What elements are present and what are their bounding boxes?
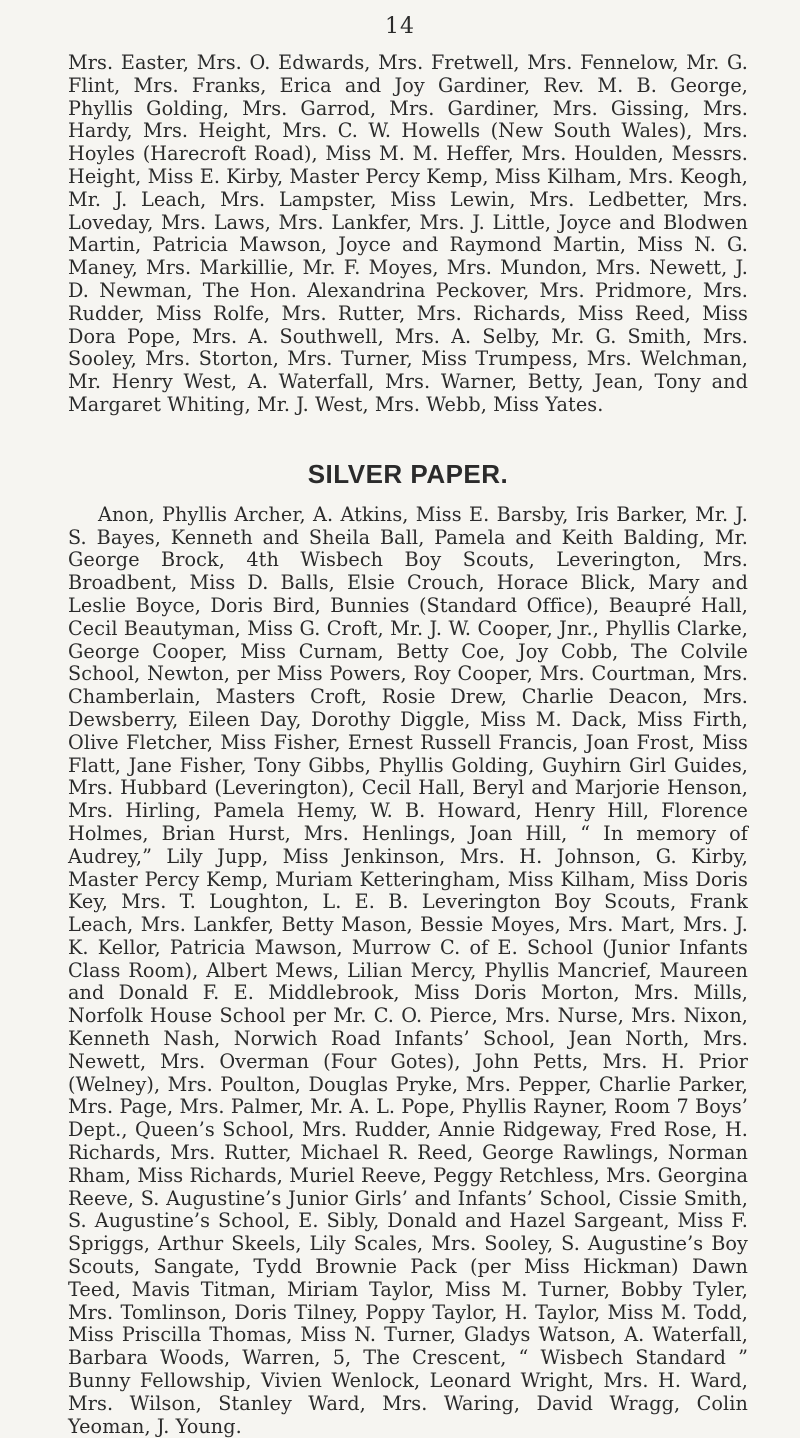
silver-paper-contributors-list: Anon, Phyllis Archer, A. Atkins, Miss E. Barsby, Iris Barker, Mr. J. S. Bayes, Kenneth and Sheila Ball, Pamela and Keith Balding, Mr. George Brock, 4th Wisbech Boy Scouts, Leverington, Mrs. Broadbent, Miss D. Balls, Elsie Crouch, Horace Blick, Mary and Leslie Boyce, Doris Bird, Bunnies (Standard Office), Beaupré Hall, Cecil Beautyman, Miss G. Croft, Mr. J. W. Cooper, Jnr., Phyllis Clarke, George Cooper, Miss Curnam, Betty Coe, Joy Cobb, The Colvile School, Newton, per Miss Powers, Roy Cooper, Mrs. Courtman, Mrs. Chamberlain, Masters Croft, Rosie Drew, Charlie Deacon, Mrs. Dewsberry, Eileen Day, Dorothy Diggle, Miss M. Dack, Miss Firth, Olive Fletcher, Miss Fisher, Ernest Russell Francis, Joan Frost, Miss Flatt, Jane Fisher, Tony Gibbs, Phyllis Golding, Guyhirn Girl Guides, Mrs. Hubbard (Leverington), Cecil Hall, Beryl and Marjorie Henson, Mrs. Hirling, Pamela Hemy, W. B. Howard, Henry Hill, Florence Holmes, Brian Hurst, Mrs. Henlings, Joan Hill, “ In memory of Audrey,” Lily Jupp, Miss Jenkinson, Mrs. H. Johnson, G. Kirby, Master Percy Kemp, Muriam Ketteringham, Miss Kilham, Miss Doris Key, Mrs. T. Loughton, L. E. B. Leverington Boy Scouts, Frank Leach, Mrs. Lankfer, Betty Mason, Bessie Moyes, Mrs. Mart, Mrs. J. K. Kellor, Patricia Mawson, Murrow C. of E. School (Junior Infants Class Room), Albert Mews, Lilian Mercy, Phyllis Mancrief, Maureen and Donald F. E. Middlebrook, Miss Doris Morton, Mrs. Mills, Norfolk House School per Mr. C. O. Pierce, Mrs. Nurse, Mrs. Nixon, Kenneth Nash, Norwich Road Infants’ School, Jean North, Mrs. Newett, Mrs. Overman (Four Gotes), John Petts, Mrs. H. Prior (Welney), Mrs. Poulton, Douglas Pryke, Mrs. Pepper, Charlie Parker, Mrs. Page, Mrs. Palmer, Mr. A. L. Pope, Phyllis Rayner, Room 7 Boys’ Dept., Queen’s School, Mrs. Rudder, Annie Ridgeway, Fred Rose, H. Richards, Mrs. Rutter, Michael R. Reed, George Rawlings, Norman Rham, Miss Richards, Muriel Reeve, Peggy Retchless, Mrs. Georgina Reeve, S. Augustine’s Junior Girls’ and Infants’ School, Cissie Smith, S. Augustine’s School, E. Sibly, Donald and Hazel Sargeant, Miss F. Spriggs, Arthur Skeels, Lily Scales, Mrs. Sooley, S. Augustine’s Boy Scouts, Sangate, Tydd Brownie Pack (per Miss Hickman) Dawn Teed, Mavis Titman, Miriam Taylor, Miss M. Turner, Bobby Tyler, Mrs. Tomlinson, Doris Tilney, Poppy Taylor, H. Taylor, Miss M. Todd, Miss Priscilla Thomas, Miss N. Turner, Gladys Watson, A. Waterfall, Barbara Woods, Warren, 5, The Crescent, “ Wisbech Standard ” Bunny Fellowship, Vivien Wenlock, Leonard Wright, Mrs. H. Ward, Mrs. Wilson, Stanley Ward, Mrs. Waring, David Wragg, Colin Yeoman, J. Young. bbox=[68, 502, 748, 1438]
page-number: 14 bbox=[385, 14, 415, 39]
contributors-list-continued: Mrs. Easter, Mrs. O. Edwards, Mrs. Fretwell, Mrs. Fennelow, Mr. G. Flint, Mrs. Franks, Erica and Joy Gardiner, Rev. M. B. George, Phyllis Golding, Mrs. Garrod, Mrs. Gardiner, Mrs. Gissing, Mrs. Hardy, Mrs. Height, Mrs. C. W. Howells (New South Wales), Mrs. Hoyles (Harecroft Road), Miss M. M. Heffer, Mrs. Houlden, Messrs. Height, Miss E. Kirby, Master Percy Kemp, Miss Kilham, Mrs. Keogh, Mr. J. Leach, Mrs. Lampster, Miss Lewin, Mrs. Ledbetter, Mrs. Loveday, Mrs. Laws, Mrs. Lankfer, Mrs. J. Little, Joyce and Blodwen Martin, Patricia Mawson, Joyce and Raymond Martin, Miss N. G. Maney, Mrs. Markillie, Mr. F. Moyes, Mrs. Mundon, Mrs. Newett, J. D. Newman, The Hon. Alexandrina Peckover, Mrs. Pridmore, Mrs. Rudder, Miss Rolfe, Mrs. Rutter, Mrs. Richards, Miss Reed, Miss Dora Pope, Mrs. A. Southwell, Mrs. A. Selby, Mr. G. Smith, Mrs. Sooley, Mrs. Storton, Mrs. Turner, Miss Trumpess, Mrs. Welchman, Mr. Henry West, A. Waterfall, Mrs. Warner, Betty, Jean, Tony and Margaret Whiting, Mr. J. West, Mrs. Webb, Miss Yates. bbox=[68, 51, 748, 416]
section-heading-silver-paper: SILVER PAPER. bbox=[307, 458, 509, 489]
